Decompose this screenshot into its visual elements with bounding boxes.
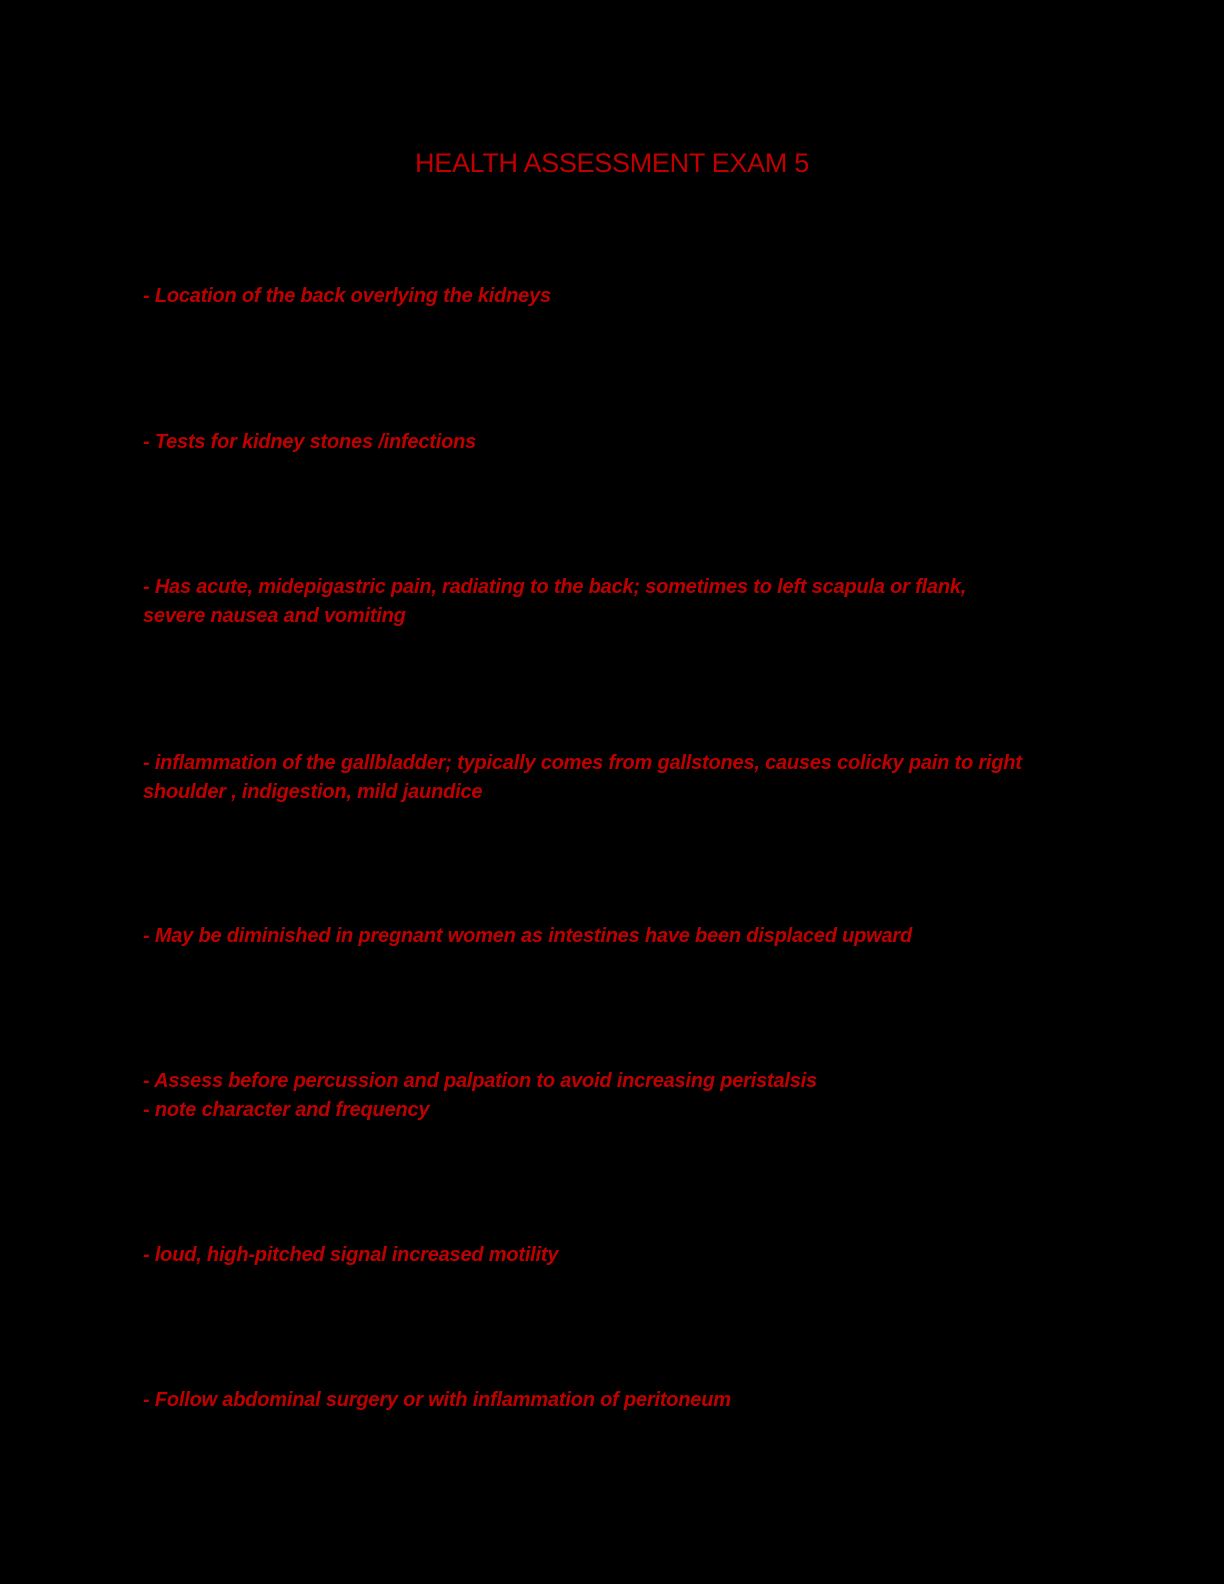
- entry-line: - Has acute, midepigastric pain, radiating to the back; sometimes to left scapula or flank,: [143, 576, 967, 598]
- entry-line: shoulder , indigestion, mild jaundice: [143, 781, 483, 803]
- entry-line: - Location of the back overlying the kidneys: [143, 285, 551, 307]
- entry-line: - Tests for kidney stones /infections: [143, 431, 477, 453]
- entry-pregnancy: [143, 922, 1103, 951]
- entry-pancreatitis: [143, 573, 1103, 631]
- document-title: HEALTH ASSESSMENT EXAM 5: [415, 148, 809, 178]
- entry-line: severe nausea and vomiting: [143, 605, 406, 627]
- entry-line: - Follow abdominal surgery or with inflammation of peritoneum: [143, 1389, 731, 1411]
- entry-kidney-location: [143, 282, 1103, 311]
- entry-hypoactive-sounds: [143, 1386, 1103, 1415]
- entry-line: - May be diminished in pregnant women as intestines have been displaced upward: [143, 925, 913, 947]
- entry-hyperactive-sounds: [143, 1241, 1103, 1270]
- entry-line: - Assess before percussion and palpation to avoid increasing peristalsis: [143, 1070, 817, 1092]
- entry-bowel-sounds-assessment: [143, 1067, 1103, 1125]
- entry-cholecystitis: [143, 749, 1103, 807]
- entry-line: - loud, high-pitched signal increased motility: [143, 1244, 559, 1266]
- entry-kidney-test: [143, 428, 1103, 457]
- entry-line: - note character and frequency: [143, 1099, 430, 1121]
- entry-line: - inflammation of the gallbladder; typically comes from gallstones, causes colicky pain to right: [143, 752, 1022, 774]
